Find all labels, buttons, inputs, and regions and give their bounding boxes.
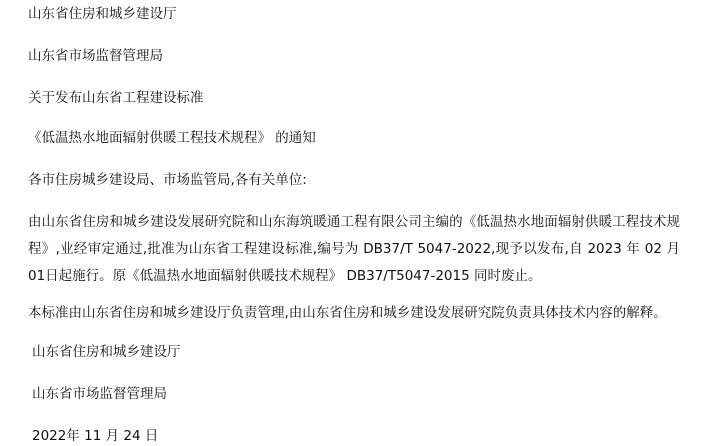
date-line: 2022年 11 月 24 日 [32,428,159,444]
signature-line-1: 山东省住房和城乡建设厅 [32,344,181,360]
signature-line-2: 山东省市场监督管理局 [32,386,167,402]
issuer-line-1: 山东省住房和城乡建设厅 [28,6,177,22]
standard-title-line: 《低温热水地面辐射供暖工程技术规程》 的通知 [28,130,316,146]
body-paragraph-2: 本标准由山东省住房和城乡建设厅负责管理,由山东省住房和城乡建设发展研究院负责具体技术内容的解释。 [28,305,667,321]
body-paragraph-1: 由山东省住房和城乡建设发展研究院和山东海筑暖通工程有限公司主编的《低温热水地面辐射供暖工程技术规程》,业经审定通过,批准为山东省工程建设标准,编号为 DB37/T 5047-2022,现予以发布,自 2023 年 02 月01日起施行。原《低温热水地面辐射供暖技术规程》 DB37/T5047-2015 同时废止。 [28,214,680,284]
recipients-line: 各市住房城乡建设局、市场监管局,各有关单位: [28,172,307,188]
notice-about-line: 关于发布山东省工程建设标准 [28,90,204,106]
issuer-line-2: 山东省市场监督管理局 [28,48,163,64]
